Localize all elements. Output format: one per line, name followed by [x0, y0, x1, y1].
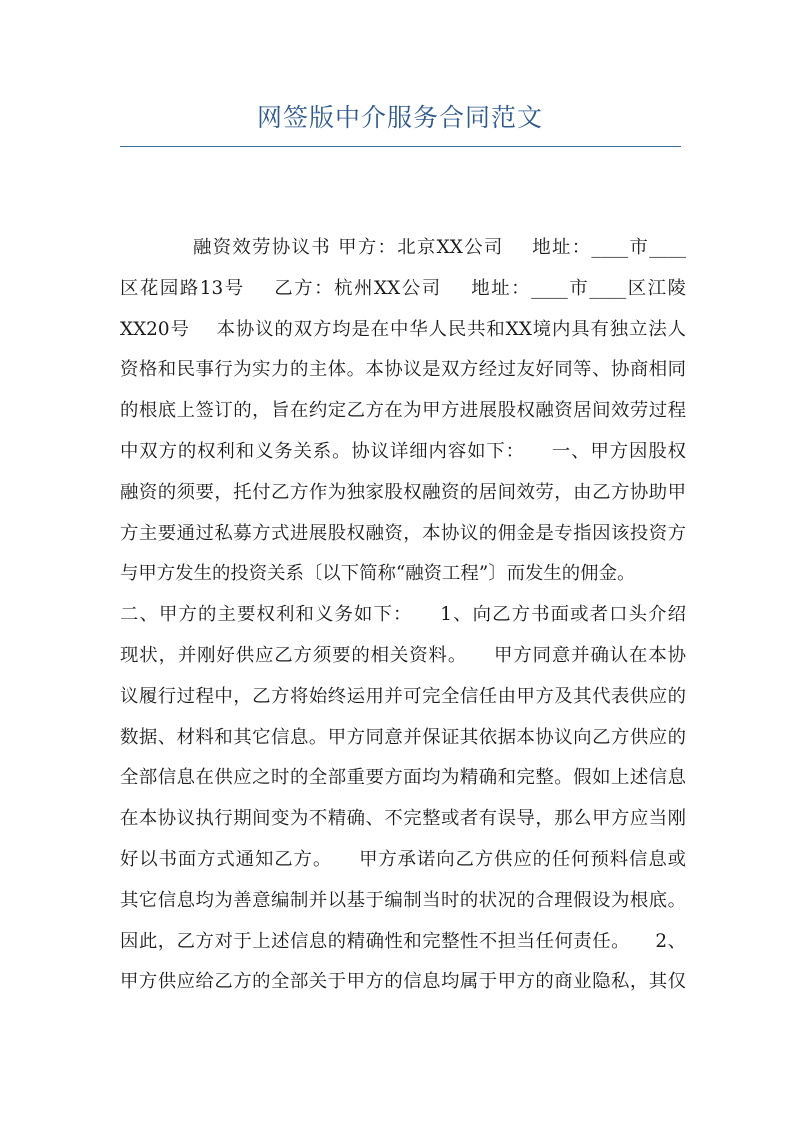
document-body [120, 232, 686, 1007]
body-line: 议履行过程中，乙方将始终运用并可完全信任由甲方及其代表供应的 [120, 685, 686, 707]
body-line: 数据、材料和其它信息。甲方同意并保证其依据本协议向乙方供应的 [120, 726, 686, 748]
title-underline [120, 146, 681, 147]
document-title: 网签版中介服务合同范文 [256, 103, 543, 132]
body-line: XX20号 本协议的双方均是在中华人民共和XX境内具有独立法人 [120, 318, 686, 340]
body-line: 好以书面方式通知乙方。 甲方承诺向乙方供应的任何预料信息或 [120, 848, 686, 870]
body-line: 甲方供应给乙方的全部关于甲方的信息均属于甲方的商业隐私，其仅 [120, 971, 686, 993]
body-line: 与甲方发生的投资关系〔以下简称“融资工程”〕而发生的佣金。 [120, 563, 636, 585]
body-line: 区花园路13号 乙方：杭州XX公司 地址：____市____区江陵 [120, 277, 686, 299]
body-line: 在本协议执行期间变为不精确、不完整或者有误导，那么甲方应当刚 [120, 808, 686, 830]
body-line: 方主要通过私募方式进展股权融资，本协议的佣金是专指因该投资方 [120, 522, 686, 544]
body-line: 融资效劳协议书 甲方：北京XX公司 地址：____市____ [193, 237, 686, 258]
body-line: 的根底上签订的，旨在约定乙方在为甲方进展股权融资居间效劳过程 [120, 400, 686, 422]
body-line: 全部信息在供应之时的全部重要方面均为精确和完整。假如上述信息 [120, 767, 686, 789]
body-line: 现状，并刚好供应乙方须要的相关资料。 甲方同意并确认在本协 [120, 644, 686, 666]
body-line: 其它信息均为善意编制并以基于编制当时的状况的合理假设为根底。 [120, 889, 686, 911]
body-line: 资格和民事行为实力的主体。本协议是双方经过友好同等、协商相同 [120, 359, 686, 381]
body-line: 融资的须要，托付乙方作为独家股权融资的居间效劳，由乙方协助甲 [120, 481, 686, 503]
body-line: 二、甲方的主要权利和义务如下： 1、向乙方书面或者口头介绍 [120, 604, 686, 626]
body-line: 因此，乙方对于上述信息的精确性和完整性不担当任何责任。 2、 [120, 930, 686, 952]
body-line: 中双方的权利和义务关系。协议详细内容如下： 一、甲方因股权 [120, 440, 686, 462]
